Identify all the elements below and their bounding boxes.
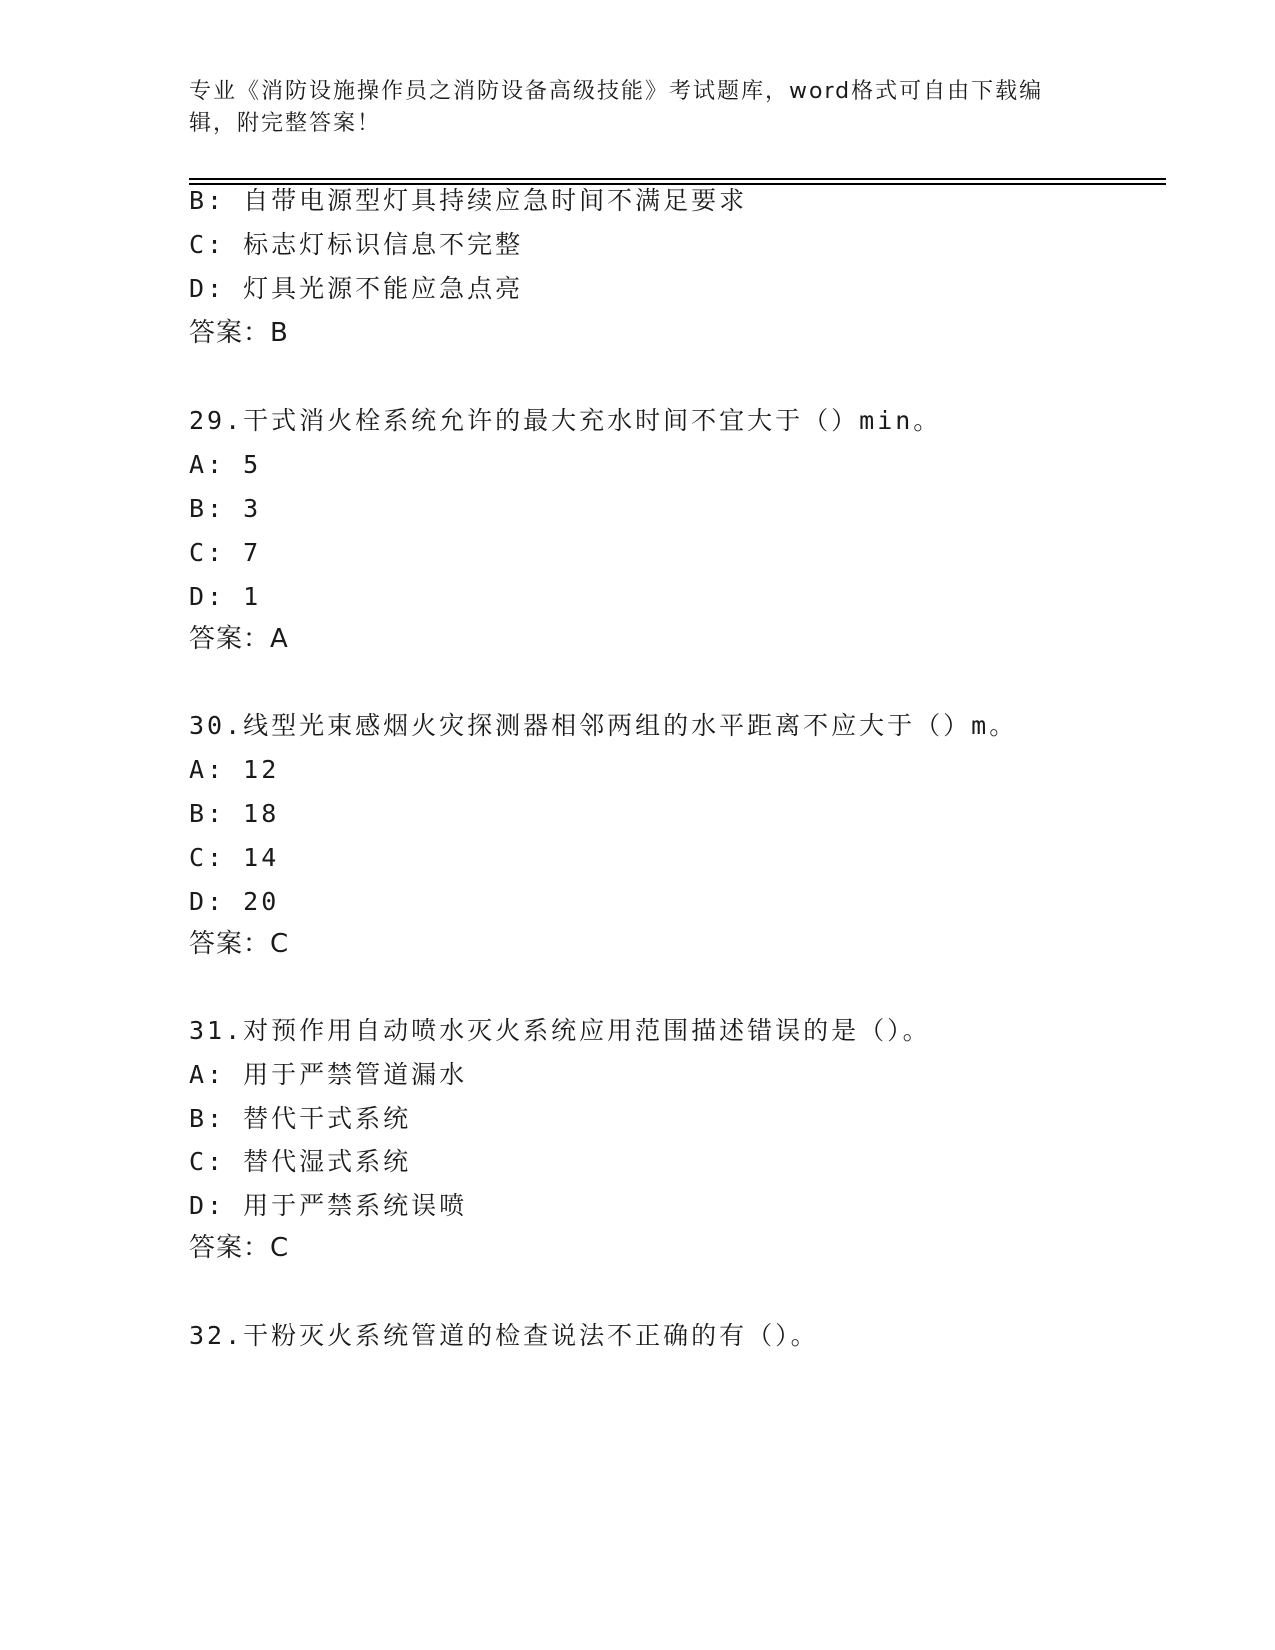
question-29-option-b: B: 3 [189,494,262,523]
question-30-answer: 答案：C [189,929,290,959]
question-31-option-a: A: 用于严禁管道漏水 [189,1060,468,1089]
prev-answer: 答案：B [189,318,289,348]
question-30-option-c: C: 14 [189,843,280,872]
question-29-option-a: A: 5 [189,450,262,479]
prev-option-b: B: 自带电源型灯具持续应急时间不满足要求 [189,186,748,215]
prev-option-c: C: 标志灯标识信息不完整 [189,230,524,259]
header-divider-top [189,178,1166,180]
question-31-answer: 答案：C [189,1233,290,1263]
header-line-2: 辑，附完整答案！ [189,111,382,136]
header-line-1: 专业《消防设施操作员之消防设备高级技能》考试题库，word格式可自由下载编 [189,79,1044,104]
question-30-option-a: A: 12 [189,755,280,784]
question-29-option-d: D: 1 [189,582,262,611]
header-divider-bottom [189,183,1166,185]
question-31-option-b: B: 替代干式系统 [189,1104,412,1133]
document-header [189,76,1089,140]
prev-option-d: D: 灯具光源不能应急点亮 [189,274,524,303]
question-30-option-d: D: 20 [189,887,280,916]
question-30-stem: 30.线型光束感烟火灾探测器相邻两组的水平距离不应大于（）m。 [189,711,1018,740]
question-29-option-c: C: 7 [189,538,262,567]
question-31-option-c: C: 替代湿式系统 [189,1147,412,1176]
question-31-stem: 31.对预作用自动喷水灭火系统应用范围描述错误的是（）。 [189,1016,931,1045]
question-29-stem: 29.干式消火栓系统允许的最大充水时间不宜大于（）min。 [189,406,942,435]
question-29-answer: 答案：A [189,624,289,654]
question-32-stem: 32.干粉灭火系统管道的检查说法不正确的有（）。 [189,1321,819,1350]
question-30-option-b: B: 18 [189,799,280,828]
question-31-option-d: D: 用于严禁系统误喷 [189,1191,468,1220]
